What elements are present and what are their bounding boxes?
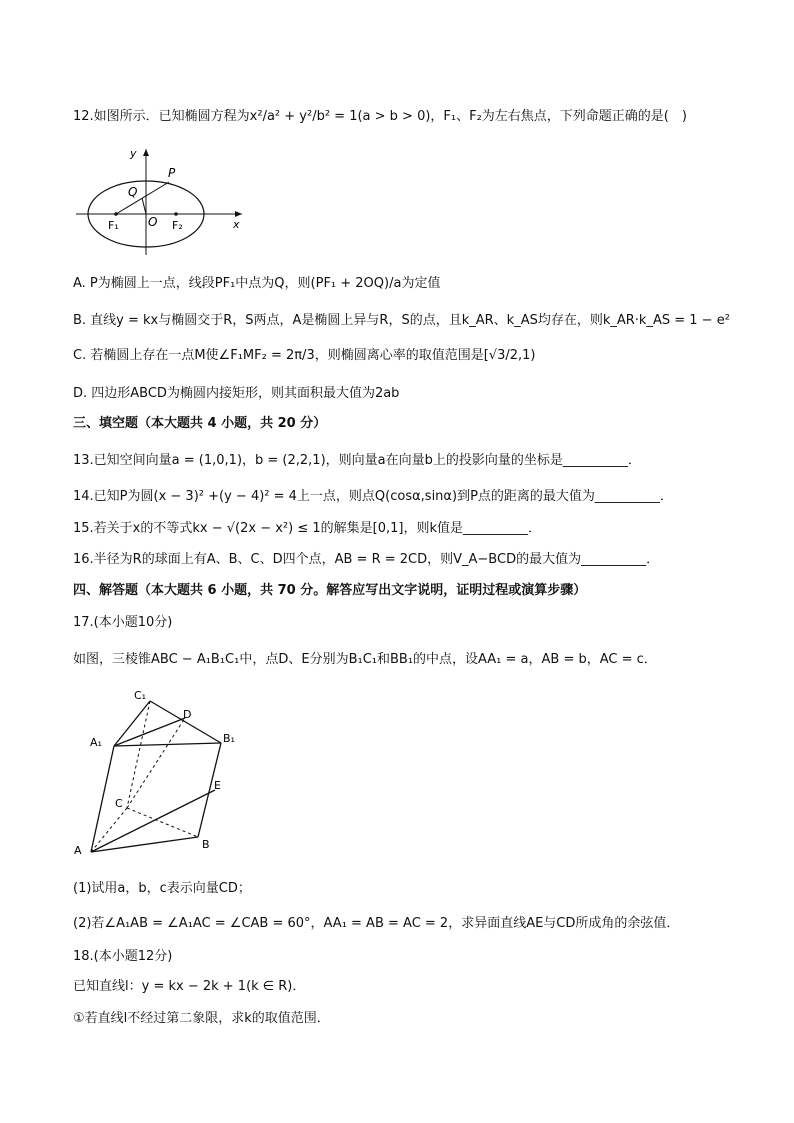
prism-figure [72,686,242,861]
line-q12: 12.如图所示．已知椭圆方程为x²/a² + y²/b² = 1(a > b > 0)，F₁、F₂为左右焦点，下列命题正确的是( ) [73,109,687,124]
option-c: C. 若椭圆上存在一点M使∠F₁MF₂ = 2π/3，则椭圆离心率的取值范围是[√3/2,1) [73,348,536,363]
point-q-label: Q [128,185,138,199]
focus-f2-label: F₂ [172,219,183,232]
section-fill-in: 三、填空题（本大题共 4 小题，共 20 分） [73,416,327,431]
line-q13: 13.已知空间向量a = (1,0,1)，b = (2,2,1)，则向量a在向量b上的投影向量的坐标是__________． [73,453,641,468]
line-q17-text: 如图，三棱锥ABC − A₁B₁C₁中，点D、E分别为B₁C₁和BB₁的中点，设AA₁ = a，AB = b，AC = c． [73,652,657,667]
point-e-label: E [214,779,221,792]
vertex-b-label: B [202,838,210,851]
option-a: A. P为椭圆上一点，线段PF₁中点为Q，则(PF₁ + 2OQ)/a为定值 [73,276,441,291]
vertex-b1-label: B₁ [223,732,235,745]
line-q15: 15.若关于x的不等式kx − √(2x − x²) ≤ 1的解集是[0,1]，则k值是__________． [73,521,541,536]
vertex-c1-label: C₁ [134,689,147,702]
line-q18-text: 已知直线l：y = kx − 2k + 1(k ∈ R)． [73,979,306,994]
line-q18: 18.(本小题12分) [73,949,173,964]
line-q16: 16.半径为R的球面上有A、B、C、D四个点，AB = R = 2CD，则V_A−BCD的最大值为__________． [73,552,660,567]
line-q17: 17.(本小题10分) [73,615,173,630]
line-q14: 14.已知P为圆(x − 3)² +(y − 4)² = 4上一点，则点Q(cosα,sinα)到P点的距离的最大值为__________． [73,489,673,504]
option-d: D. 四边形ABCD为椭圆内接矩形，则其面积最大值为2ab [73,386,400,401]
ellipse-figure [72,143,252,258]
axis-x-label: x [233,218,240,231]
line-q17-part2: (2)若∠A₁AB = ∠A₁AC = ∠CAB = 60°，AA₁ = AB = AC = 2，求异面直线AE与CD所成角的余弦值． [73,916,680,931]
point-p-label: P [168,166,176,180]
origin-label: O [148,215,158,229]
vertex-a1-label: A₁ [90,736,102,749]
section-answers: 四、解答题（本大题共 6 小题，共 70 分。解答应写出文字说明，证明过程或演算步骤） [73,583,587,598]
vertex-c-label: C [115,797,123,810]
vertex-a-label: A [74,844,82,857]
line-q18-part1: ①若直线l不经过第二象限，求k的取值范围． [73,1011,330,1026]
line-q17-part1: (1)试用a，b，c表示向量CD； [73,881,251,896]
point-d-label: D [183,708,192,721]
axis-y-label: y [130,147,137,160]
option-b: B. 直线y = kx与椭圆交于R，S两点，A是椭圆上异与R，S的点，且k_AR、k_AS均存在，则k_AR·k_AS = 1 − e² [73,313,730,328]
focus-f1-label: F₁ [108,219,119,232]
